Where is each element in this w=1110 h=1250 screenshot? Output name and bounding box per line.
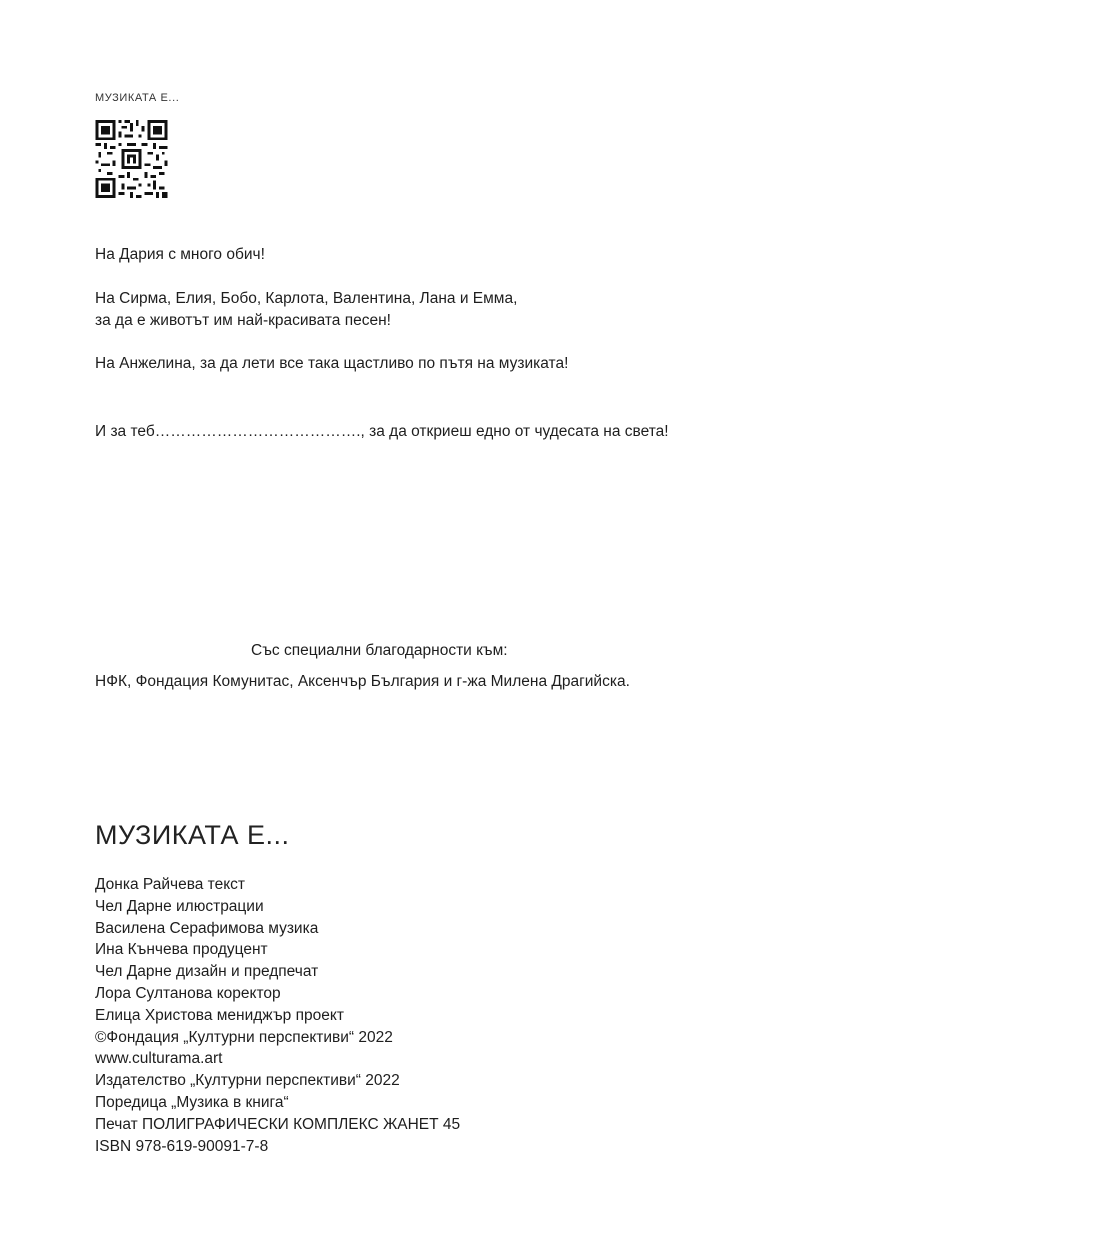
colophon-title: МУЗИКАТА Е...: [95, 820, 290, 850]
small-title: МУЗИКАТА Е...: [95, 92, 180, 104]
credit-website[interactable]: www.culturama.art: [95, 1050, 223, 1068]
qr-code-icon[interactable]: [95, 120, 168, 198]
credit-producer: Ина Кънчева продуцент: [95, 941, 268, 959]
dedication-children-line2: за да е животът им най-красивата песен!: [95, 312, 391, 329]
credit-design: Чел Дарне дизайн и предпечат: [95, 963, 319, 981]
credit-isbn: ISBN 978-619-90091-7-8: [95, 1137, 269, 1155]
thanks-names: НФК, Фондация Комунитас, Аксенчър България и г-жа Милена Драгийска.: [95, 673, 630, 690]
dedication-reader: И за теб…………………………………., за да откриеш едно от чудесата на света!: [95, 423, 669, 440]
credit-proofreader: Лора Султанова коректор: [95, 984, 281, 1002]
colophon-credits: [95, 874, 460, 1157]
credit-illustrations: Чел Дарне илюстрации: [95, 897, 264, 915]
dedication-children-line1: На Сирма, Елия, Бобо, Карлота, Валентина, Лана и Емма,: [95, 290, 518, 307]
dedication-daria: На Дария с много обич!: [95, 246, 265, 263]
credit-text: Донка Райчева текст: [95, 876, 246, 893]
thanks-heading: Със специални благодарности към:: [251, 642, 508, 659]
credit-copyright: ©Фондация „Културни перспективи“ 2022: [95, 1028, 393, 1046]
credit-print: Печат ПОЛИГРАФИЧЕСКИ КОМПЛЕКС ЖАНЕТ 45: [95, 1115, 461, 1133]
credit-project-manager: Елица Христова мениджър проект: [95, 1006, 344, 1024]
credit-series: Поредица „Музика в книга“: [95, 1093, 289, 1111]
dedication-angelina: На Анжелина, за да лети все така щастливо по пътя на музиката!: [95, 355, 569, 372]
credit-publisher: Издателство „Културни перспективи“ 2022: [95, 1072, 400, 1090]
credit-music: Василена Серафимова музика: [95, 919, 319, 937]
